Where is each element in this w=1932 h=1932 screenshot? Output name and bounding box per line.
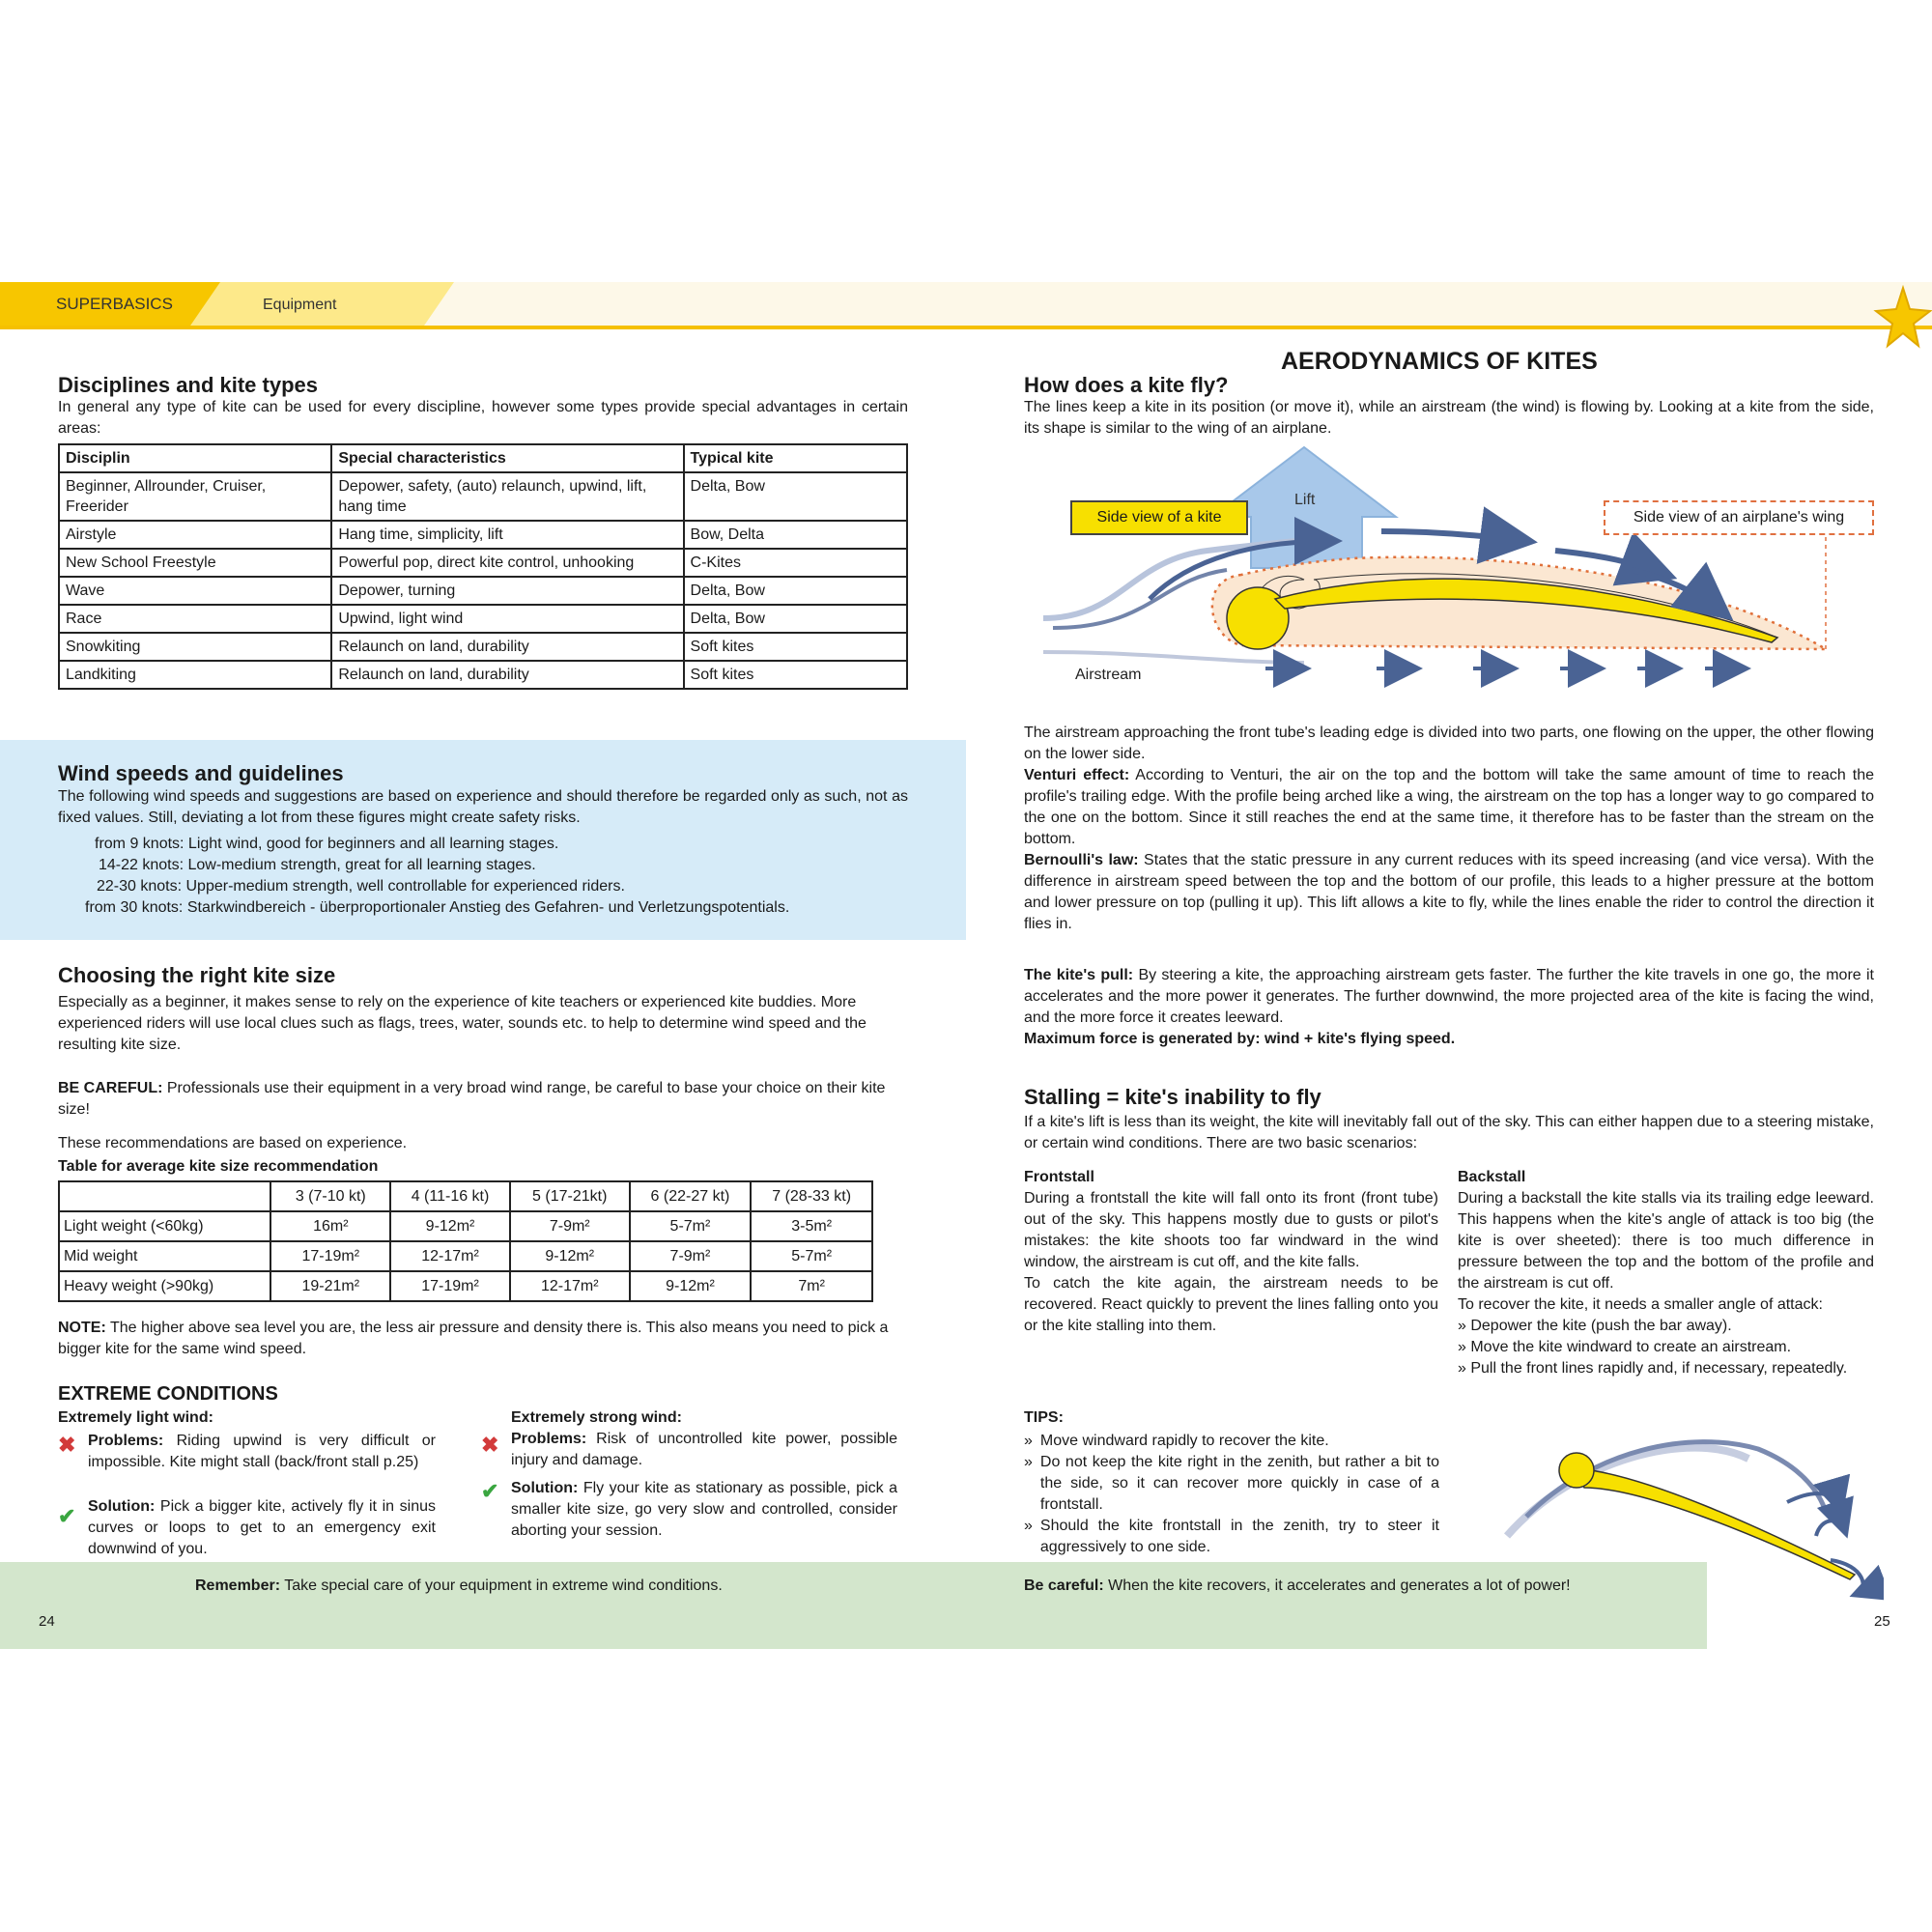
how-intro: The lines keep a kite in its position (or move it), while an airstream (the wind) is flowing by. Looking at a kite from the side, its shape is similar to the wing of an airplane.	[1024, 399, 1874, 437]
bernoulli-paragraph	[1024, 850, 1874, 935]
careful-label: Be careful:	[1024, 1577, 1104, 1594]
table-cell: Mid weight	[59, 1241, 270, 1271]
table-cell: Delta, Bow	[684, 577, 907, 605]
backstall-text: To recover the kite, it needs a smaller angle of attack:	[1458, 1296, 1823, 1313]
strong-solution	[511, 1478, 897, 1542]
pull-text: By steering a kite, the approaching airstream gets faster. The further the kite travels in one go, the more it accelerates and the more power it generates. The further downwind, the more projected area of the kite is facing the wind, and the more force it creates leeward.	[1024, 967, 1874, 1026]
recovery-arrow	[1787, 1493, 1840, 1509]
table-cell: Bow, Delta	[684, 521, 907, 549]
table-cell: 9-12m²	[390, 1211, 510, 1241]
size-table-title: Table for average kite size recommendation	[58, 1158, 379, 1175]
table-cell: New School Freestyle	[59, 549, 331, 577]
airstream-arrow	[1381, 531, 1526, 541]
size-table	[58, 1180, 873, 1302]
table-cell: C-Kites	[684, 549, 907, 577]
stalling-title: Stalling = kite's inability to fly	[1024, 1085, 1321, 1109]
table-cell: Soft kites	[684, 633, 907, 661]
table-cell: Soft kites	[684, 661, 907, 689]
tip-marker: »	[1024, 1433, 1033, 1449]
problem-text: Risk of uncontrolled kite power, possible injury and damage.	[511, 1431, 897, 1468]
column-header: 7 (28-33 kt)	[751, 1181, 872, 1211]
cross-icon: ✖	[58, 1433, 76, 1457]
problem-text: Riding upwind is very difficult or impossible. Kite might stall (back/front stall p.25)	[88, 1433, 436, 1470]
disciplines-title: Disciplines and kite types	[58, 373, 318, 397]
frontstall-title: Frontstall	[1024, 1169, 1094, 1185]
backstall-text: During a backstall the kite stalls via its trailing edge leeward. This happens when the kite's angle of attack is too big (the kite is over sheeted): there is too much difference in pressure between the top and the bottom of the profile and the airstream is cut off.	[1458, 1190, 1874, 1292]
max-force-text: Maximum force is generated by: wind + kite's flying speed.	[1024, 1031, 1456, 1047]
airstream-lower	[1043, 652, 1304, 663]
table-header-row	[59, 444, 907, 472]
wind-title: Wind speeds and guidelines	[58, 761, 344, 785]
table-cell: Wave	[59, 577, 331, 605]
table-row	[59, 577, 907, 605]
table-cell: 12-17m²	[510, 1271, 630, 1301]
stalling-intro: If a kite's lift is less than its weight, the kite will inevitably fall out of the sky. This can either happen due to a steering mistake, or certain wind conditions. There are two basic scenarios:	[1024, 1114, 1874, 1151]
table-cell: Beginner, Allrounder, Cruiser, Freerider	[59, 472, 331, 521]
tips-title: TIPS:	[1024, 1409, 1064, 1426]
section-label: SUPERBASICS	[56, 295, 173, 313]
table-row	[59, 1241, 872, 1271]
table-cell: Landkiting	[59, 661, 331, 689]
check-icon: ✔	[58, 1504, 76, 1528]
light-problem	[88, 1431, 436, 1473]
aerodynamics-diagram	[1034, 444, 1845, 696]
table-cell: 17-19m²	[270, 1241, 390, 1271]
wind-line: from 9 knots: Light wind, good for beginners and all learning stages.	[95, 836, 559, 852]
column-header: Disciplin	[59, 444, 331, 472]
strong-problem	[511, 1429, 897, 1471]
recommendation-text: These recommendations are based on experience.	[58, 1135, 408, 1151]
pull-label: The kite's pull:	[1024, 967, 1134, 983]
table-cell: Hang time, simplicity, lift	[331, 521, 683, 549]
column-header	[59, 1181, 270, 1211]
light-wind-title: Extremely light wind:	[58, 1409, 213, 1426]
column-header: 3 (7-10 kt)	[270, 1181, 390, 1211]
subsection-label: Equipment	[263, 297, 337, 313]
table-cell: 9-12m²	[510, 1241, 630, 1271]
note-text: The higher above sea level you are, the less air pressure and density there is. This also means you need to pick a bigger kite for the same wind speed.	[58, 1320, 889, 1357]
remember-note	[195, 1576, 723, 1597]
solution-label: Solution:	[88, 1498, 156, 1515]
strong-wind-title: Extremely strong wind:	[511, 1409, 682, 1426]
problem-label: Problems:	[88, 1433, 164, 1449]
bernoulli-text: States that the static pressure in any current reduces with its speed increasing (and vice versa). With the difference in airstream speed between the top and the bottom of our profile, this leads to a higher pressure at the bottom and lower pressure on top (pulling it up). This lift allows a kite to fly, while the lines enable the rider to control the direction it flies in.	[1024, 852, 1874, 932]
header-line	[0, 326, 1932, 329]
table-cell: Depower, safety, (auto) relaunch, upwind, lift, hang time	[331, 472, 683, 521]
bernoulli-label: Bernoulli's law:	[1024, 852, 1139, 868]
airstream-label: Airstream	[1075, 667, 1142, 683]
table-cell: 19-21m²	[270, 1271, 390, 1301]
leading-edge-tube	[1559, 1453, 1594, 1488]
backstall-column	[1458, 1167, 1874, 1379]
size-intro: Especially as a beginner, it makes sense to rely on the experience of kite teachers or experienced kite buddies. More experienced riders will use local clues such as flags, trees, water, sounds etc. to help to determine wind speed and the resulting kite size.	[58, 994, 867, 1053]
table-row	[59, 661, 907, 689]
frontstall-text: To catch the kite again, the airstream needs to be recovered. React quickly to prevent the lines falling onto you or the kite stalling into them.	[1024, 1275, 1438, 1334]
careful-note	[1024, 1576, 1571, 1597]
venturi-text: According to Venturi, the air on the top and the bottom will take the same amount of time to reach the profile's trailing edge. With the profile being arched like a wing, the airstream on the top has a longer way to go compared to the one on the bottom. Since it still reaches the end at the same time, it therefore has to be faster than the stream on the bottom.	[1024, 767, 1875, 847]
tip-text: Move windward rapidly to recover the kite.	[1039, 1433, 1329, 1449]
aero-body	[1024, 723, 1874, 1050]
venturi-paragraph	[1024, 765, 1874, 850]
careful-paragraph	[58, 1078, 891, 1121]
backstall-bullet: » Pull the front lines rapidly and, if necessary, repeatedly.	[1458, 1360, 1848, 1377]
table-cell: Depower, turning	[331, 577, 683, 605]
disciplines-table	[58, 443, 908, 690]
backstall-title: Backstall	[1458, 1169, 1526, 1185]
table-cell: Heavy weight (>90kg)	[59, 1271, 270, 1301]
list-item	[1024, 1452, 1439, 1516]
table-row	[59, 605, 907, 633]
check-icon: ✔	[481, 1479, 499, 1503]
table-row	[59, 549, 907, 577]
table-cell: Delta, Bow	[684, 472, 907, 521]
solution-text: Fly your kite as stationary as possible, pick a smaller kite size, go very slow and controlled, consider aborting your session.	[511, 1480, 897, 1539]
pull-paragraph	[1024, 965, 1874, 1029]
disciplines-intro: In general any type of kite can be used for every discipline, however some types provide special advantages in certain areas:	[58, 399, 908, 437]
size-title: Choosing the right kite size	[58, 963, 336, 987]
aero-paragraph: The airstream approaching the front tube's leading edge is divided into two parts, one flowing on the upper, the other flowing on the lower side.	[1024, 724, 1874, 762]
page-number-left: 24	[39, 1613, 55, 1630]
table-cell: 3-5m²	[751, 1211, 872, 1241]
table-cell: Race	[59, 605, 331, 633]
table-row	[59, 1271, 872, 1301]
careful-text: When the kite recovers, it accelerates and generates a lot of power!	[1103, 1577, 1571, 1594]
note-label: NOTE:	[58, 1320, 106, 1336]
cross-icon: ✖	[481, 1433, 499, 1457]
star-icon	[1864, 280, 1932, 357]
table-cell: Powerful pop, direct kite control, unhooking	[331, 549, 683, 577]
lift-label: Lift	[1294, 492, 1316, 508]
recovery-arrow	[1816, 1520, 1845, 1536]
extreme-title: EXTREME CONDITIONS	[58, 1383, 278, 1405]
table-cell: Snowkiting	[59, 633, 331, 661]
table-cell: 16m²	[270, 1211, 390, 1241]
tip-text: Do not keep the kite right in the zenith, but rather a bit to the side, so it can recover more quickly in case of a frontstall.	[1039, 1454, 1439, 1513]
table-cell: Delta, Bow	[684, 605, 907, 633]
backstall-bullet: » Move the kite windward to create an airstream.	[1458, 1339, 1792, 1355]
tips-list	[1024, 1431, 1439, 1558]
table-cell: Airstyle	[59, 521, 331, 549]
careful-label: BE CAREFUL:	[58, 1080, 163, 1096]
table-row	[59, 521, 907, 549]
column-header: 4 (11-16 kt)	[390, 1181, 510, 1211]
table-row	[59, 472, 907, 521]
table-cell: 5-7m²	[751, 1241, 872, 1271]
careful-text: Professionals use their equipment in a very broad wind range, be careful to base your choice on their kite size!	[58, 1080, 886, 1118]
tip-marker: »	[1024, 1518, 1033, 1534]
table-cell: Relaunch on land, durability	[331, 661, 683, 689]
page-title: AERODYNAMICS OF KITES	[1281, 348, 1598, 375]
wing-callout: Side view of an airplane's wing	[1604, 500, 1874, 535]
venturi-label: Venturi effect:	[1024, 767, 1130, 783]
table-cell: 12-17m²	[390, 1241, 510, 1271]
kite-callout: Side view of a kite	[1070, 500, 1248, 535]
table-cell: 17-19m²	[390, 1271, 510, 1301]
table-cell: 7-9m²	[630, 1241, 752, 1271]
column-header: 6 (22-27 kt)	[630, 1181, 752, 1211]
wind-line: 22-30 knots: Upper-medium strength, well controllable for experienced riders.	[97, 878, 625, 895]
table-cell: 7m²	[751, 1271, 872, 1301]
backstall-bullet: » Depower the kite (push the bar away).	[1458, 1318, 1732, 1334]
wind-line: 14-22 knots: Low-medium strength, great for all learning stages.	[99, 857, 536, 873]
remember-text: Take special care of your equipment in extreme wind conditions.	[280, 1577, 723, 1594]
column-header: Typical kite	[684, 444, 907, 472]
table-header-row	[59, 1181, 872, 1211]
frontstall-text: During a frontstall the kite will fall onto its front (front tube) out of the sky. This happens mostly due to gusts or pilot's mistakes: the kite shoots too far windward in the wind window, the airstream is cut off, and the kite falls.	[1024, 1190, 1438, 1270]
wind-intro: The following wind speeds and suggestions are based on experience and should therefore be regarded only as such, not as fixed values. Still, deviating a lot from these figures might create safety risks.	[58, 788, 908, 826]
table-cell: 5-7m²	[630, 1211, 752, 1241]
table-cell: Upwind, light wind	[331, 605, 683, 633]
column-header: 5 (17-21kt)	[510, 1181, 630, 1211]
light-solution	[88, 1496, 436, 1560]
solution-text: Pick a bigger kite, actively fly it in sinus curves or loops to get to an emergency exit downwind of you.	[88, 1498, 436, 1557]
table-cell: 7-9m²	[510, 1211, 630, 1241]
tip-marker: »	[1024, 1454, 1033, 1470]
solution-label: Solution:	[511, 1480, 579, 1496]
table-cell: Relaunch on land, durability	[331, 633, 683, 661]
frontstall-column	[1024, 1167, 1438, 1337]
wind-line: from 30 knots: Starkwindbereich - überproportionaler Anstieg des Gefahren- und Verletzungspotentials.	[85, 899, 790, 916]
table-row	[59, 633, 907, 661]
table-cell: Light weight (<60kg)	[59, 1211, 270, 1241]
note-paragraph	[58, 1318, 891, 1360]
tip-text: Should the kite frontstall in the zenith, try to steer it aggressively to one side.	[1039, 1518, 1439, 1555]
list-item	[1024, 1431, 1439, 1452]
leading-edge-tube	[1227, 587, 1289, 649]
remember-label: Remember:	[195, 1577, 281, 1594]
list-item	[1024, 1516, 1439, 1558]
problem-label: Problems:	[511, 1431, 587, 1447]
table-row	[59, 1211, 872, 1241]
frontstall-diagram	[1497, 1420, 1884, 1604]
column-header: Special characteristics	[331, 444, 683, 472]
how-title: How does a kite fly?	[1024, 373, 1229, 397]
page-number-right: 25	[1874, 1613, 1890, 1630]
table-cell: 9-12m²	[630, 1271, 752, 1301]
